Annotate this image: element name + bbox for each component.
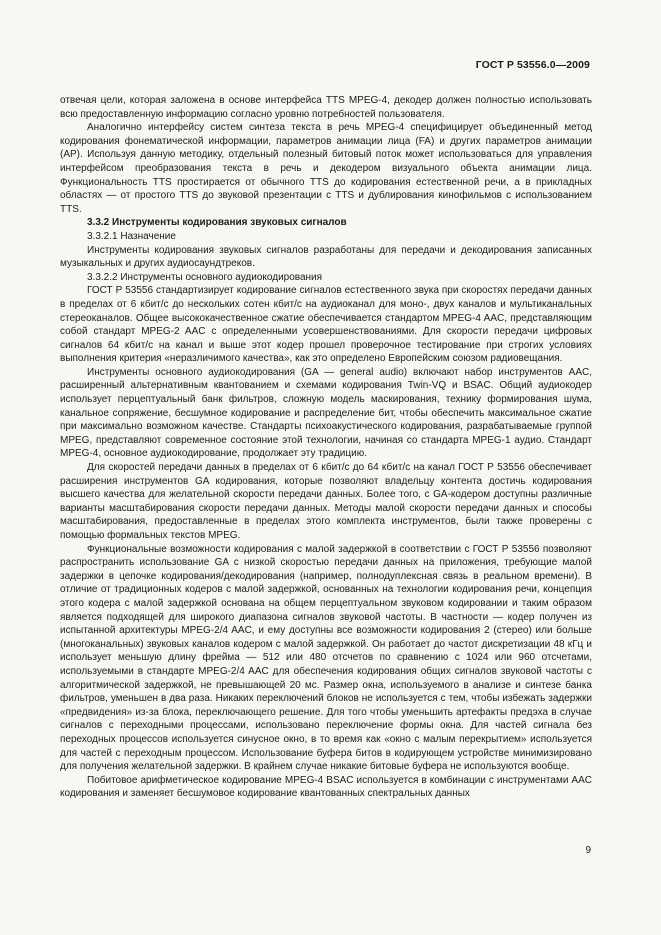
paragraph-purpose: Инструменты кодирования звуковых сигналов разработаны для передачи и декодирования записанных музыкальных и других аудиосаундтреков. bbox=[60, 244, 592, 270]
section-heading-3-3-2: 3.3.2 Инструменты кодирования звуковых сигналов bbox=[87, 217, 347, 229]
page-number: 9 bbox=[585, 845, 591, 856]
paragraph-continuation: отвечая цели, которая заложена в основе интерфейса TTS MPEG-4, декодер должен полностью использовать всю предоставленную информацию согласно уровню потребностей пользователя. bbox=[60, 95, 592, 120]
subsection-heading-3-3-2-1: 3.3.2.1 Назначение bbox=[87, 230, 176, 242]
subsection-heading-3-3-2-2: 3.3.2.2 Инструменты основного аудиокодирования bbox=[87, 271, 323, 283]
standard-code-header: ГОСТ Р 53556.0—2009 bbox=[475, 59, 590, 71]
paragraph-gost-standardizes: ГОСТ Р 53556 стандартизирует кодирование сигналов естественного звука при скоростях передачи данных в пределах от 6 кбит/с до нескольких сотен кбит/с на аудиоканал для моно-, двух каналов и мультиканальных стереоканалов. Общее высококачественное сжатие обеспечивается стандартом MPEG-4 AAC, представляющим собой стандарт MPEG-2 AAC с определенными усовершенствованиями. Для скорости передачи цифровых сигналов 64 кбит/с на канал и выше этот кодер прошел проверочное тестирование при строгих условиях выполнения критерия «неразличимого качества», как это определено Европейским союзом радиовещания. bbox=[60, 285, 592, 365]
paragraph-low-delay: Функциональные возможности кодирования с малой задержкой в соответствии с ГОСТ Р 53556 позволяют распространить использование GA с низкой скоростью передачи данных на приложения, требующие малой задержки в цепочке кодирования/декодирования (например, полнодуплексная связь в реальном времени). В отличие от традиционных кодеров с малой задержкой, основанных на технологии кодирования речи, концепция этого кодера с малой задержкой основана на общем перцептуальном звуковом кодировании и таким образом является подходящей для широкого диапазона сигналов звуковой частоты. В частности — кодер получен из испытанной архитектуры MPEG-2/4 AAC, и ему доступны все возможности кодирования 2 (стерео) или больше (многоканальных) звуковых каналов кодером с малой задержкой. Он работает до частот дискретизации 48 кГц и использует меньшую длину фрейма — 512 или 480 отсчетов по сравнению с 1024 или 960 отсчетами, используемыми в стандарте MPEG-2/4 AAC для обеспечения кодирования общих сигналов звуковой частоты с алгоритмической задержкой, не превышающей 20 мс. Размер окна, используемого в анализе и синтезе банка фильтров, уменьшен в два раза. Никаких переключений блоков не используется с тем, чтобы избежать задержки «предвидения» из-за блока, переключающего решение. Для того чтобы уменьшить артефакты предэха в случае сигналов с переходными процессами, использовано переключение формы окна. Для частей сигнала без переходных процессов используется синусное окно, в то время как «окно с малым перекрытием» используется для частей с переходным процессом. Использование буфера битов в кодирующем устройстве минимизировано для получения желательной задержки. В крайнем случае никакие битовые буфера не используются вообще. bbox=[60, 543, 592, 773]
paragraph-bsac: Побитовое арифметическое кодирование MPEG-4 BSAC используется в комбинации с инструментами AAC кодирования и заменяет бесшумовое кодирование квантованных спектральных данных bbox=[60, 774, 592, 800]
paragraph-bitrate-extensions: Для скоростей передачи данных в пределах от 6 кбит/с до 64 кбит/с на канал ГОСТ Р 53556 обеспечивает расширения инструментов GA кодирования, которые позволяют владельцу контента достичь кодирования высшего качества для желательной скорости передачи данных. Более того, с GA-кодером доступны различные варианты масштабирования скорости передачи данных. Методы малой скорости передачи данных и способы масштабирования, предоставленные в пределах этого комплекта инструментов, были также проверены с помощью формальных текстов MPEG. bbox=[60, 462, 592, 541]
paragraph-tts-interface: Аналогично интерфейсу систем синтеза текста в речь MPEG-4 специфицирует объединенный метод кодирования фонематической информации, параметров анимации лица (FA) и других параметров анимации (AP). Используя данную методику, отдельный полезный битовый поток может использоваться для управления интерфейсом преобразования текста в речь и декодером визуального объекта анимации лица. Функциональность TTS простирается от обычного TTS до кодирования естественной речи, а в прикладных областях — от простого TTS до звуковой презентации с TTS и дублирования кинофильмов с использованием TTS. bbox=[60, 122, 592, 215]
paragraph-ga-tools: Инструменты основного аудиокодирования (GA — general audio) включают набор инструментов AAC, расширенный альтернативным квантованием и схемами кодирования Twin-VQ и BSAC. Общий аудиокодер использует перцептуальный банк фильтров, сложную модель маскирования, технику формирования шума, канальное сопряжение, бесшумное кодирование и распределение бит, чтобы обеспечить максимальное сжатие при максимально возможном качестве. Стандарты психоакустического кодирования, разрабатываемые группой MPEG, представляют современное состояние этой технологии, начиная со стандарта MPEG-1 аудио. Стандарт MPEG-4, основное аудиокодирование, продолжает эту традицию. bbox=[60, 366, 592, 460]
document-body bbox=[60, 94, 592, 801]
